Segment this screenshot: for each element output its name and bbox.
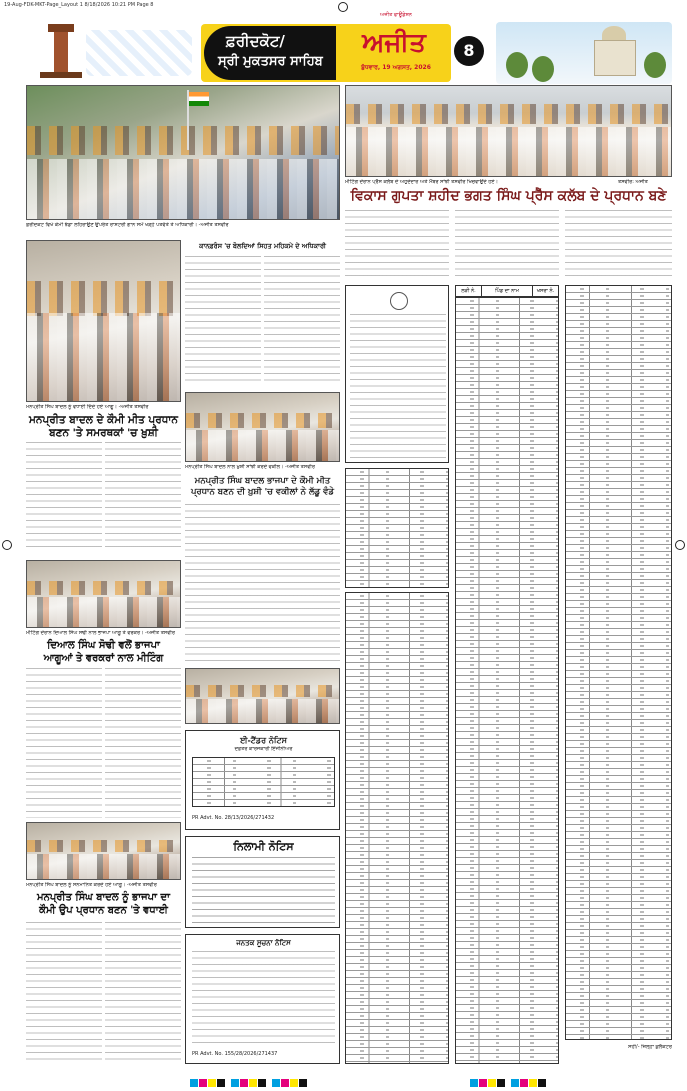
tender-advertisement xyxy=(185,730,340,830)
flag-hoisting-photo xyxy=(26,85,340,220)
land-table xyxy=(345,592,449,1064)
photo-caption: ਮਨਪ੍ਰੀਤ ਸਿੰਘ ਬਾਦਲ ਨਾਲ ਖ਼ੁਸ਼ੀ ਸਾਂਝੀ ਕਰਦੇ ਵਕੀਲ। -ਅਜੀਤ ਤਸਵੀਰ xyxy=(185,464,315,470)
greeting-photo xyxy=(26,822,181,880)
table-header-cell: ਲੜੀ ਨੰ. xyxy=(461,288,476,294)
land-table xyxy=(345,468,449,588)
article-body xyxy=(455,210,559,280)
article-body xyxy=(345,210,449,280)
photo-credit: ਤਸਵੀਰ: ਅਜੀਤ xyxy=(618,179,648,185)
article-body xyxy=(26,442,102,552)
headline-line: ਮਨਪ੍ਰੀਤ ਬਾਦਲ ਦੇ ਕੌਮੀ ਮੀਤ ਪ੍ਰਧਾਨ xyxy=(29,414,178,426)
photo-caption: ਮਨਪ੍ਰੀਤ ਸਿੰਘ ਬਾਦਲ ਨੂੰ ਸਨਮਾਨਿਤ ਕਰਦੇ ਹੋਏ ਆਗੂ। -ਅਜੀਤ ਤਸਵੀਰ xyxy=(26,882,157,888)
headline-line: ਆਗੂਆਂ ਤੇ ਵਰਕਰਾਂ ਨਾਲ ਮੀਟਿੰਗ xyxy=(43,652,164,664)
article-body xyxy=(26,922,102,1062)
masthead-tower-graphic xyxy=(26,22,196,84)
photo-caption: ਮਨਪ੍ਰੀਤ ਸਿੰਘ ਬਾਦਲ ਨੂੰ ਵਧਾਈ ਦਿੰਦੇ ਹੋਏ ਆਗੂ। -ਅਜੀਤ ਤਸਵੀਰ xyxy=(26,404,149,410)
article-body xyxy=(105,442,181,552)
paper-slogan: ਅਜੀਤ ਫਾਊਂਡੇਸ਼ਨ xyxy=(380,12,412,18)
article-body xyxy=(264,256,340,386)
photo-caption: ਫ਼ਰੀਦਕੋਟ ਵਿਖੇ ਕੌਮੀ ਝੰਡਾ ਲਹਿਰਾਉਣ ਉਪਰੰਤ ਰਾਸ਼ਟਰੀ ਗਾਨ ਸਮੇਂ ਖੜ੍ਹੇ ਪਤਵੰਤੇ ਤੇ ਅਧਿਕਾਰੀ। -ਅਜੀਤ ਤਸਵੀਰ xyxy=(26,222,229,228)
ad-subtitle: ਦਫ਼ਤਰ ਕਾਰਜਕਾਰੀ ਇੰਜੀਨੀਅਰ xyxy=(234,746,293,752)
color-registration-strip xyxy=(0,1068,687,1085)
table-header-cell: ਪਿੰਡ ਦਾ ਨਾਮ xyxy=(481,286,532,296)
land-table xyxy=(455,297,559,1064)
print-slug: 19-Aug-FDK-MKT-Page_Layout 1 8/18/2026 10:21 PM Page 8 xyxy=(4,2,154,8)
land-table xyxy=(565,285,672,1040)
felicitation-photo xyxy=(26,240,181,402)
article-body xyxy=(185,256,261,386)
lawyers-photo xyxy=(185,392,340,462)
signature-line: ਸਹੀ/- ਜ਼ਿਲ੍ਹਾ ਕੁਲੈਕਟਰ xyxy=(628,1044,672,1050)
headline-line: ਮਨਪ੍ਰੀਤ ਸਿੰਘ ਬਾਦਲ ਭਾਜਪਾ ਦੇ ਕੌਮੀ ਮੀਤ xyxy=(194,476,331,486)
masthead xyxy=(26,12,672,84)
registration-mark xyxy=(675,540,685,550)
ad-title: ਨਿਲਾਮੀ ਨੋਟਿਸ xyxy=(233,840,294,853)
ad-pr-number: PR Advt. No. 28/13/2026/271432 xyxy=(192,815,275,821)
headline-line: ਕੌਮੀ ਉਪ ਪ੍ਰਧਾਨ ਬਣਨ 'ਤੇ ਵਧਾਈ xyxy=(39,904,168,916)
main-headline: ਵਿਕਾਸ ਗੁਪਤਾ ਸ਼ਹੀਦ ਭਗਤ ਸਿੰਘ ਪ੍ਰੈੱਸ ਕਲੱਬ ਦੇ ਪ੍ਰਧਾਨ ਬਣੇ xyxy=(350,188,667,204)
ad-body xyxy=(192,951,335,1047)
ad-title: ਈ-ਟੈਂਡਰ ਨੋਟਿਸ xyxy=(240,735,287,745)
edition-title-box xyxy=(204,26,336,80)
ad-table xyxy=(192,757,335,807)
story-headline xyxy=(26,640,181,665)
paper-name: ਅਜੀਤ xyxy=(362,28,426,58)
headline-line: ਬਣਨ 'ਤੇ ਸਮਰਥਕਾਂ 'ਚ ਖ਼ੁਸ਼ੀ xyxy=(49,427,158,440)
edition-title-line2: ਸ੍ਰੀ ਮੁਕਤਸਰ ਸਾਹਿਬ xyxy=(218,54,323,69)
headline-line: ਮਨਪ੍ਰੀਤ ਸਿੰਘ ਬਾਦਲ ਨੂੰ ਭਾਜਪਾ ਦਾ xyxy=(37,892,170,903)
masthead-gurdwara-photo xyxy=(496,22,672,84)
article-body xyxy=(26,668,102,818)
table-header-cell: ਖਸਰਾ ਨੰ. xyxy=(532,286,558,296)
page-number: 8 xyxy=(454,36,484,66)
press-club-group-photo xyxy=(345,85,672,177)
headline-line: ਪ੍ਰਧਾਨ ਬਣਨ ਦੀ ਖ਼ੁਸ਼ੀ 'ਚ ਵਕੀਲਾਂ ਨੇ ਲੱਡੂ ਵੰਡੇ xyxy=(190,486,335,497)
ad-body xyxy=(192,857,335,923)
auction-advertisement xyxy=(185,836,340,928)
article-body xyxy=(105,668,181,818)
headline-line: ਦਿਆਲ ਸਿੰਘ ਸੋਢੀ ਵਲੋਂ ਭਾਜਪਾ xyxy=(47,640,160,651)
registration-mark xyxy=(2,540,12,550)
edition-title-line1: ਫ਼ਰੀਦਕੋਟ/ xyxy=(226,32,285,50)
public-notice-advertisement xyxy=(185,934,340,1064)
story-headline xyxy=(185,476,340,497)
notification-body xyxy=(350,314,446,460)
registration-mark xyxy=(338,2,348,12)
issue-date: ਬੁੱਧਵਾਰ, 19 ਅਗਸਤ, 2026 xyxy=(361,64,431,71)
photo-caption: ਮੀਟਿੰਗ ਦੌਰਾਨ ਦਿਆਲ ਸਿੰਘ ਸੋਢੀ ਨਾਲ ਭਾਜਪਾ ਆਗੂ ਤੇ ਵਰਕਰ। -ਅਜੀਤ ਤਸਵੀਰ xyxy=(26,630,175,636)
ad-pr-number: PR Advt. No. 155/28/2026/271437 xyxy=(192,1051,278,1057)
government-notification xyxy=(345,285,449,463)
story-headline xyxy=(26,414,181,440)
story-headline: ਕਾਨਫ਼ਰੰਸ 'ਚ ਬੋਲਦਿਆਂ ਸਿਹਤ ਮਹਿਕਮੇ ਦੇ ਅਧਿਕਾਰੀ xyxy=(199,242,326,250)
article-body xyxy=(105,922,181,1062)
table-header xyxy=(455,285,559,297)
inauguration-photo xyxy=(185,668,340,724)
article-body xyxy=(185,504,340,664)
photo-caption: ਮੀਟਿੰਗ ਦੌਰਾਨ ਪ੍ਰੈੱਸ ਕਲੱਬ ਦੇ ਅਹੁਦੇਦਾਰ ਅਤੇ ਮੈਂਬਰ ਸਾਂਝੀ ਤਸਵੀਰ ਖਿਚਵਾਉਂਦੇ ਹੋਏ। xyxy=(345,179,499,185)
ad-title: ਜਨਤਕ ਸੂਚਨਾ ਨੋਟਿਸ xyxy=(236,938,291,947)
emblem-icon xyxy=(390,292,408,310)
article-body xyxy=(565,210,672,280)
story-headline xyxy=(26,892,181,917)
meeting-photo xyxy=(26,560,181,628)
